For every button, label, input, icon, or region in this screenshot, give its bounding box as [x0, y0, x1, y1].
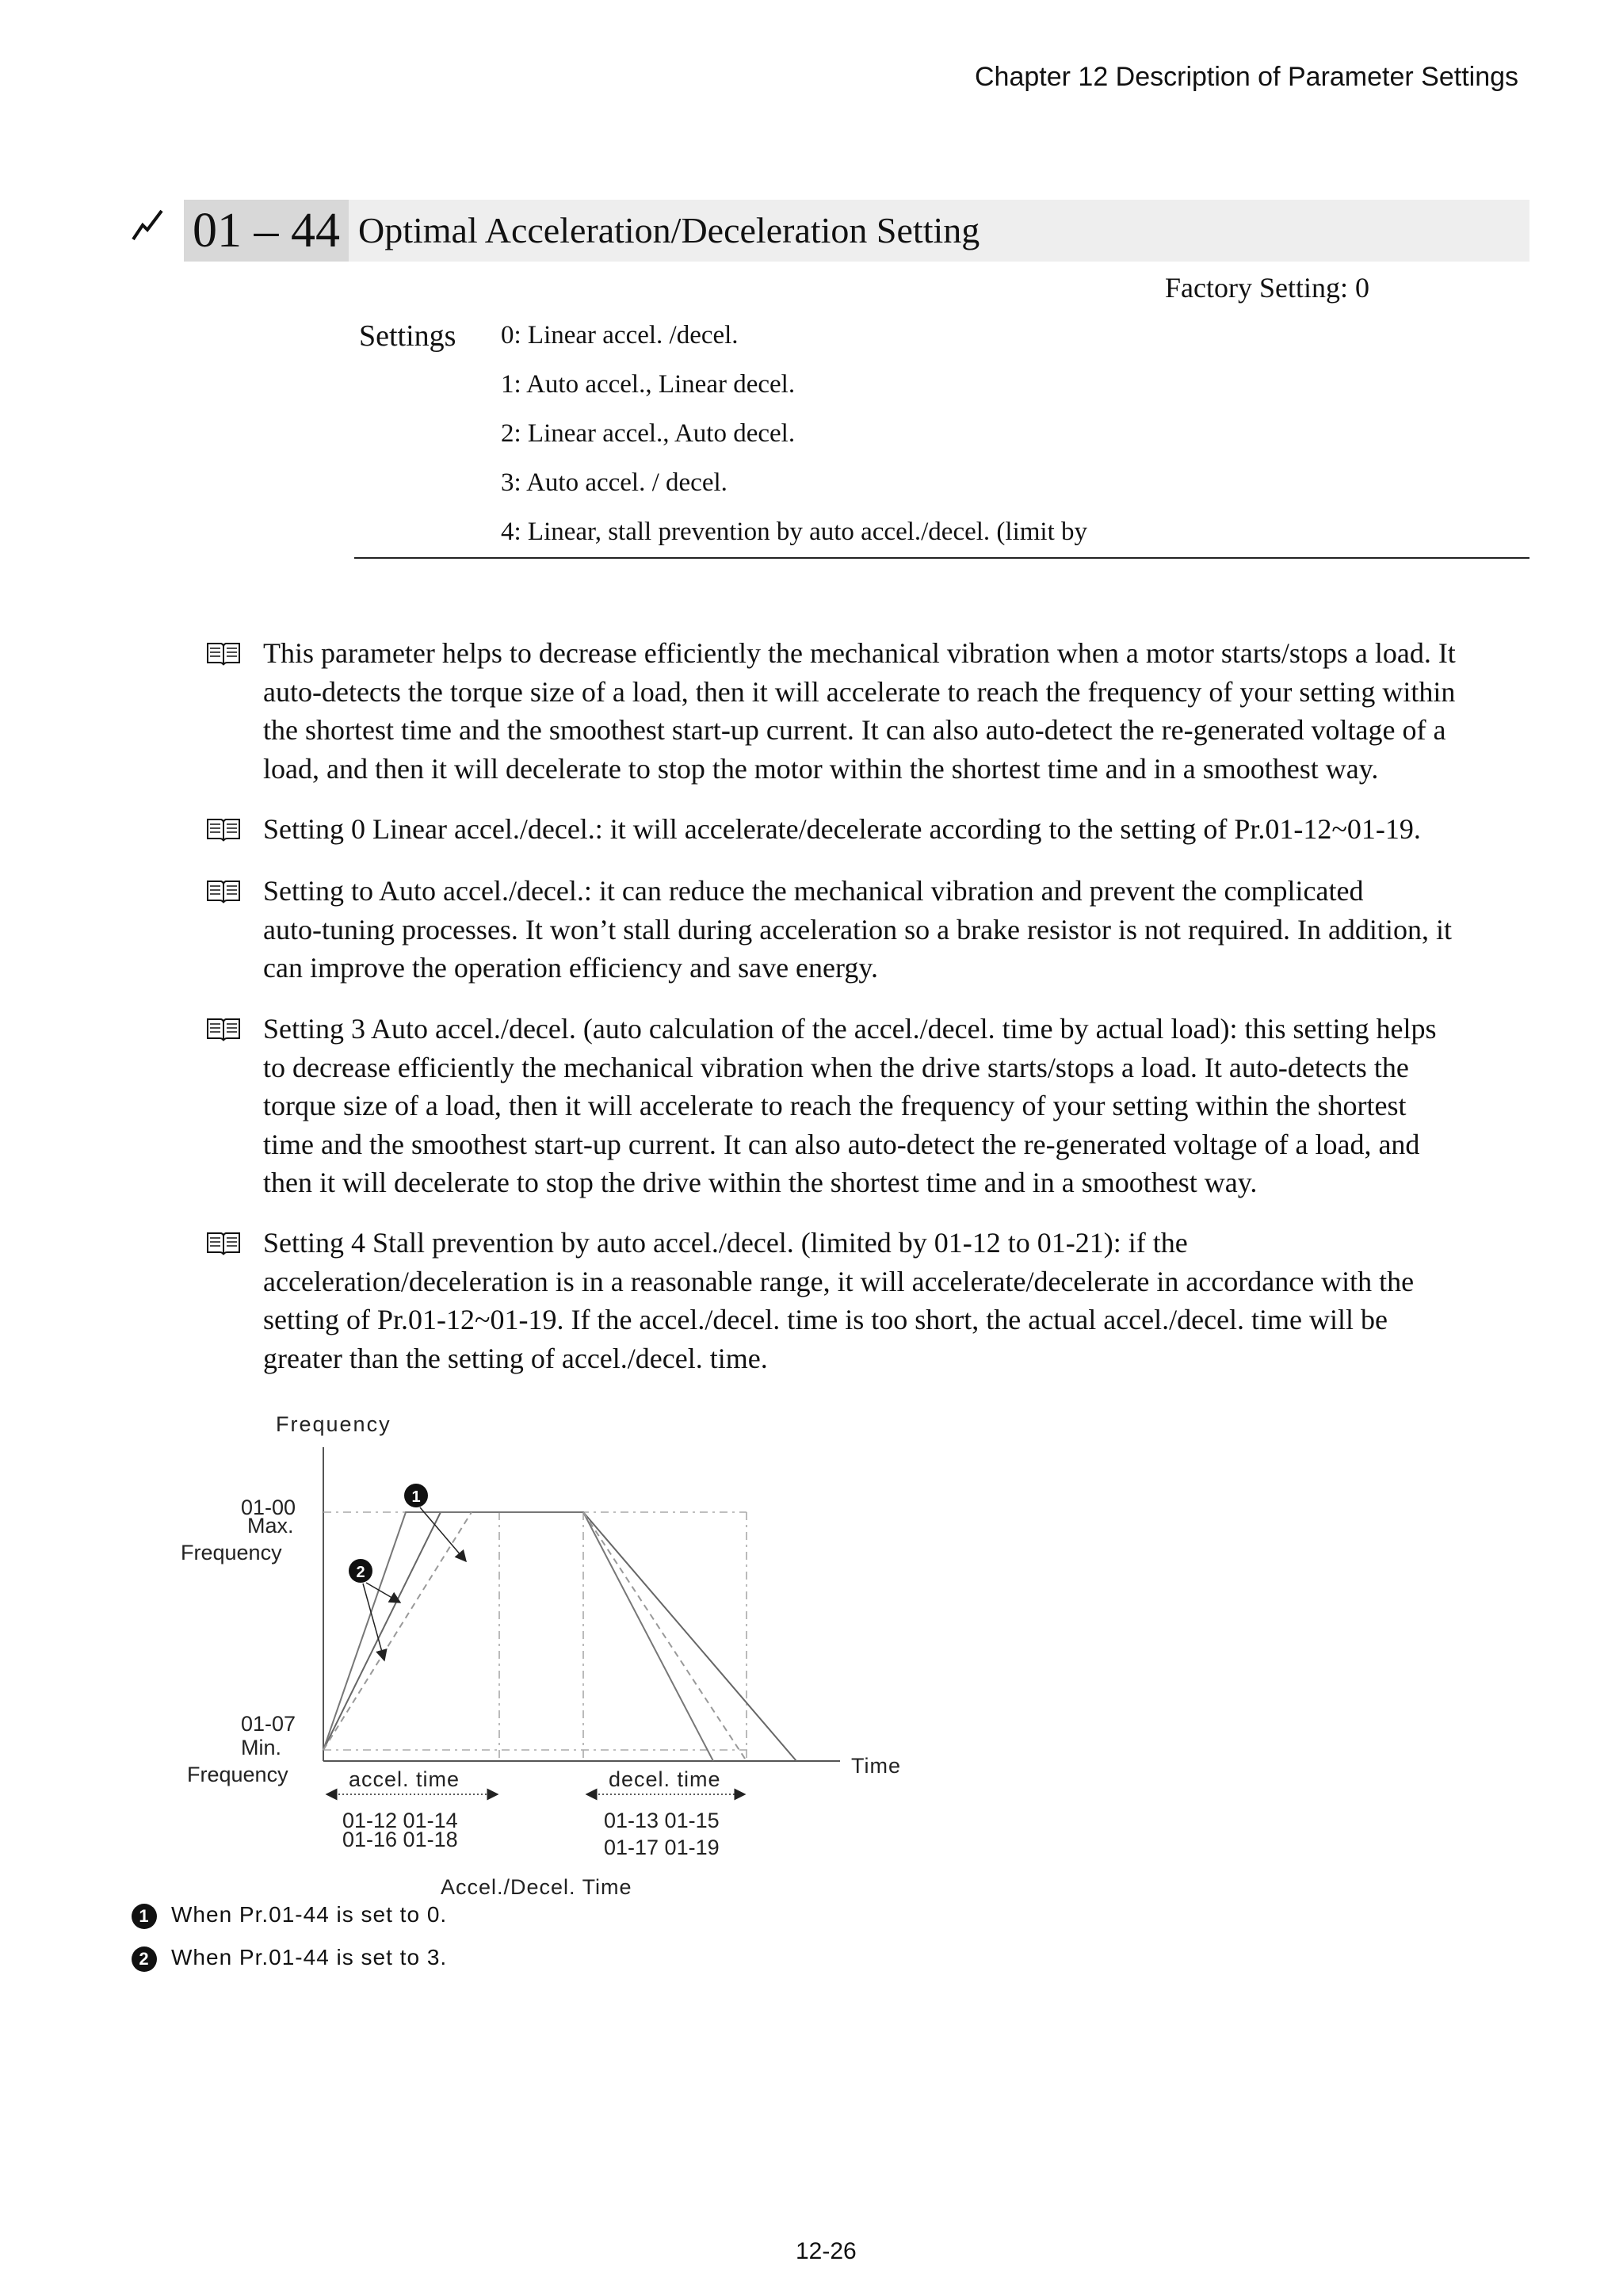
marker-1-arrow — [420, 1507, 466, 1561]
note-line: This parameter helps to decrease efficiently the mechanical vibration when a motor starts/stops a load. It — [263, 637, 1456, 669]
marker-1-label: 1 — [411, 1488, 421, 1506]
decel-params-line-2: 01-17 01-19 — [604, 1836, 720, 1859]
min-frequency-label: Frequency — [187, 1763, 288, 1786]
book-icon — [205, 1016, 242, 1043]
max-frequency-code: 01-00 — [241, 1496, 296, 1519]
note-paragraph — [263, 810, 1531, 849]
chapter-header: Chapter 12 Description of Parameter Settings — [975, 62, 1519, 92]
note-line: Setting 4 Stall prevention by auto accel./decel. (limited by 01-12 to 01-21): if the — [263, 1227, 1188, 1259]
series-line-auto-accel — [323, 1512, 472, 1750]
book-icon — [205, 878, 242, 905]
settings-divider — [354, 557, 1529, 559]
note-line: acceleration/deceleration is in a reasonable range, it will accelerate/decelerate in accordance with the — [263, 1265, 1415, 1297]
accel-decel-chart — [158, 1395, 935, 1902]
write-enabled-icon — [130, 208, 165, 243]
x-axis-label: Time — [851, 1754, 901, 1778]
legend-marker-2-icon: 2 — [132, 1946, 157, 1972]
note-paragraph — [263, 1010, 1531, 1202]
setting-option: 4: Linear, stall prevention by auto accel./decel. (limit by — [501, 518, 1088, 546]
note-line: time and the smoothest start-up current. It can also auto-detect the re-generated voltage of a load, and — [263, 1128, 1420, 1160]
marker-2-label: 2 — [356, 1564, 365, 1581]
note-line: greater than the setting of accel./decel. time. — [263, 1342, 768, 1374]
decel-params-line-1: 01-13 01-15 — [604, 1809, 720, 1832]
note-paragraph — [263, 634, 1531, 788]
accel-params-line-1: 01-12 01-14 — [342, 1809, 458, 1832]
note-line: to decrease efficiently the mechanical vibration when the drive starts/stops a load. It auto-detects the — [263, 1051, 1409, 1083]
setting-option: 1: Auto accel., Linear decel. — [501, 370, 796, 399]
note-line: then it will decelerate to stop the drive within the shortest time and in a smoothest way. — [263, 1167, 1258, 1198]
chart-footer-label: Accel./Decel. Time — [441, 1875, 632, 1899]
legend-text: When Pr.01-44 is set to 0. — [171, 1902, 448, 1927]
legend-text: When Pr.01-44 is set to 3. — [171, 1945, 448, 1969]
setting-option: 0: Linear accel. /decel. — [501, 321, 739, 350]
book-icon — [205, 1230, 242, 1257]
legend-marker-1-icon: 1 — [132, 1904, 157, 1929]
note-line: Setting 3 Auto accel./decel. (auto calculation of the accel./decel. time by actual load): this setting helps — [263, 1013, 1437, 1045]
marker-2-arrow — [366, 1583, 400, 1603]
note-line: setting of Pr.01-12~01-19. If the accel./decel. time is too short, the actual accel./decel. time will be — [263, 1304, 1388, 1335]
min-frequency-word: Min. — [241, 1736, 282, 1759]
max-frequency-word: Max. — [247, 1514, 294, 1538]
note-line: auto-detects the torque size of a load, then it will accelerate to reach the frequency of your setting within — [263, 675, 1456, 708]
settings-label: Settings — [359, 319, 456, 353]
series-line-auto-decel — [583, 1512, 747, 1761]
max-frequency-label: Frequency — [181, 1541, 282, 1564]
min-frequency-code: 01-07 — [241, 1712, 296, 1736]
note-paragraph — [263, 1224, 1531, 1377]
note-line: torque size of a load, then it will accelerate to reach the frequency of your setting within the shortest — [263, 1090, 1407, 1121]
series-line-setting3 — [323, 1512, 713, 1761]
setting-option: 2: Linear accel., Auto decel. — [501, 419, 796, 448]
book-icon — [205, 816, 242, 843]
note-line: Setting to Auto accel./decel.: it can reduce the mechanical vibration and prevent the complicated — [263, 875, 1364, 907]
note-line: auto-tuning processes. It won’t stall during acceleration so a brake resistor is not required. In addition, it — [263, 913, 1452, 946]
note-line: load, and then it will decelerate to stop the motor within the shortest time and in a smoothest way. — [263, 752, 1379, 785]
note-line: can improve the operation efficiency and save energy. — [263, 952, 879, 984]
parameter-number: 01 – 44 — [184, 200, 349, 262]
note-line: the shortest time and the smoothest start-up current. It can also auto-detect the re-generated voltage of a — [263, 714, 1446, 746]
accel-time-label: accel. time — [349, 1767, 460, 1791]
parameter-title: Optimal Acceleration/Deceleration Setting — [358, 210, 980, 250]
accel-params-line-2: 01-16 01-18 — [342, 1828, 458, 1851]
book-icon — [205, 640, 242, 667]
setting-option: 3: Auto accel. / decel. — [501, 468, 727, 497]
note-paragraph — [263, 872, 1531, 988]
legend-item — [132, 1945, 447, 1972]
legend-item — [132, 1902, 447, 1929]
factory-setting: Factory Setting: 0 — [1165, 272, 1369, 304]
y-axis-label: Frequency — [276, 1412, 391, 1436]
decel-time-label: decel. time — [609, 1767, 721, 1791]
page-number: 12-26 — [796, 2238, 857, 2264]
note-line: Setting 0 Linear accel./decel.: it will accelerate/decelerate according to the setting of Pr.01-12~01-19. — [263, 813, 1421, 845]
